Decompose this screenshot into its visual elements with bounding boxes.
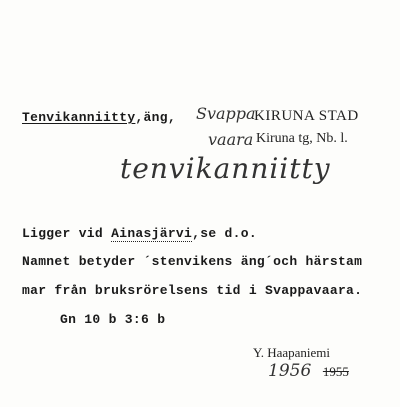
body-line-1-suffix: ,se d.o. <box>192 226 257 241</box>
place-name: Tenvikanniitty <box>22 110 136 125</box>
body-line-2: Namnet betyder ´stenvikens äng´och härstam <box>22 254 363 269</box>
collector-name: Y. Haapaniemi <box>253 345 331 360</box>
grid-reference: Gn 10 b 3:6 b <box>60 312 166 327</box>
handwritten-village-1: Svappa <box>196 104 256 123</box>
body-line-1 <box>22 226 257 241</box>
handwritten-village-2: vaara <box>208 130 254 149</box>
parish-name: KIRUNA STAD <box>254 108 359 124</box>
year-handwritten: 1956 <box>268 361 312 381</box>
body-line-1-place: Ainasjärvi <box>111 226 193 241</box>
handwritten-place-name: tenvikanniitty <box>120 152 331 185</box>
body-line-1-prefix: Ligger vid <box>22 226 112 241</box>
year-line <box>268 361 349 381</box>
place-type: ,äng, <box>135 110 176 125</box>
body-line-3: mar från bruksrörelsens tid i Svappavaara. <box>22 283 363 298</box>
place-name-line <box>22 110 176 125</box>
district-name: Kiruna tg, Nb. l. <box>256 131 348 146</box>
year-struck: 1955 <box>322 364 349 379</box>
